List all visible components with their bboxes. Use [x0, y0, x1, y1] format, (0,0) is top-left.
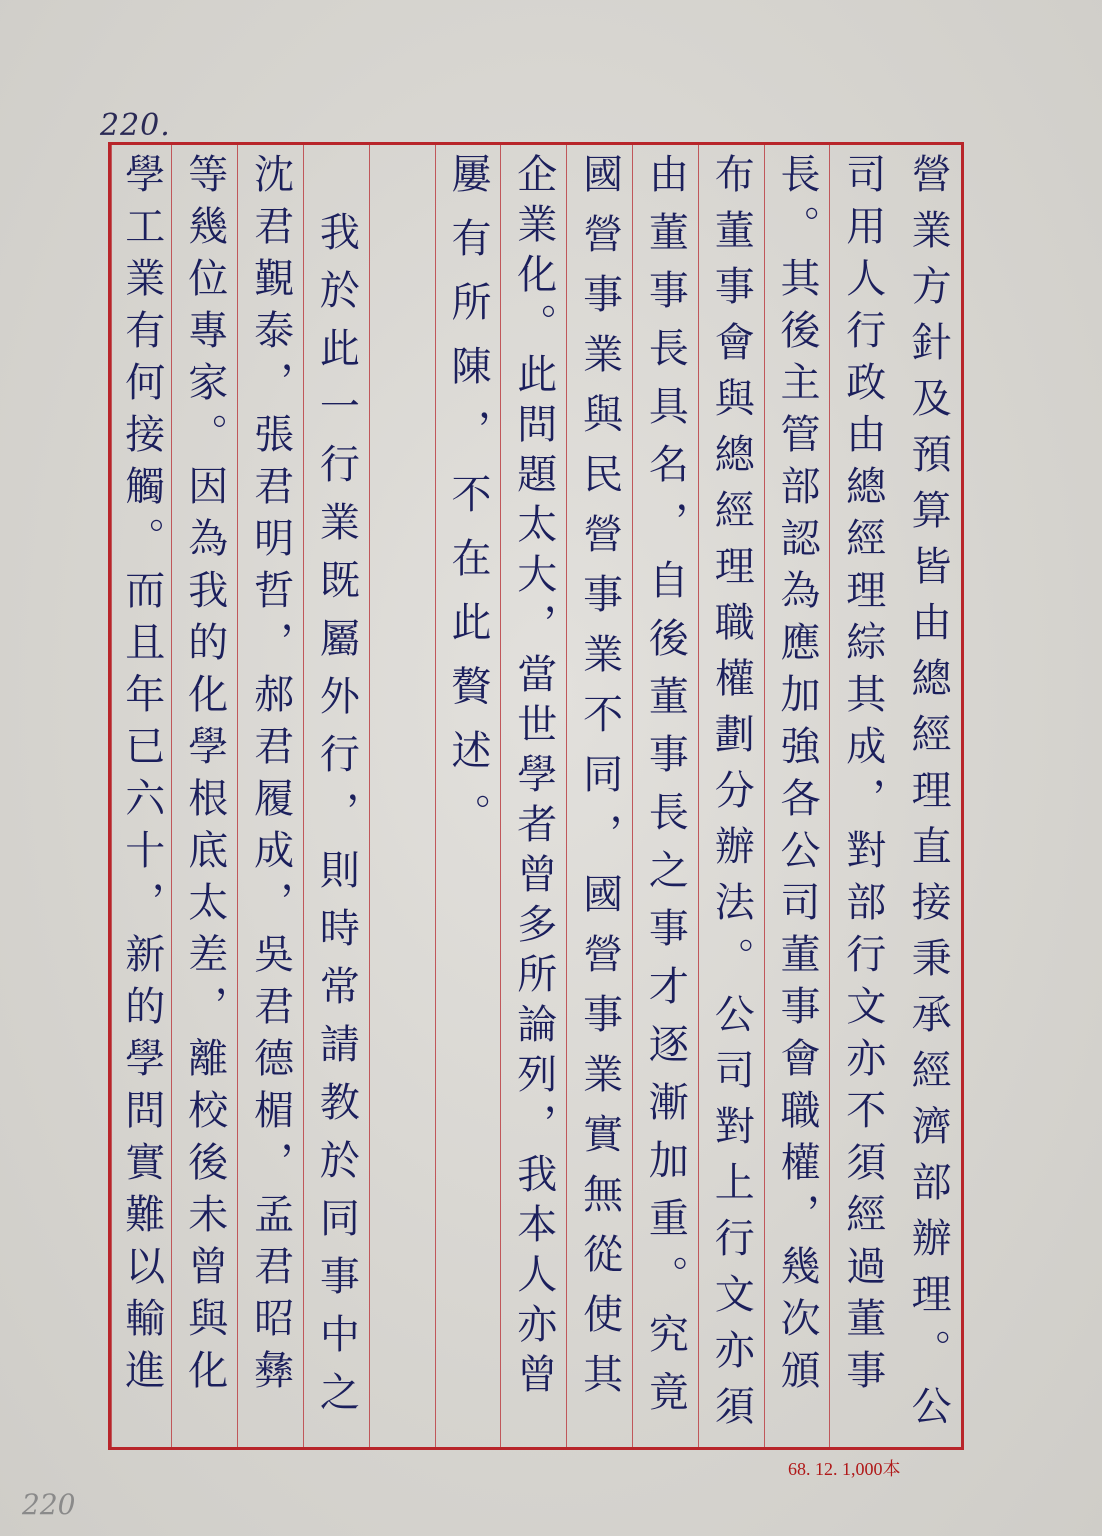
column-text: 等幾位專家。因為我的化學根底太差，離校後未曾與化 [181, 153, 228, 1401]
column-text: 沈君覲泰，張君明哲，郝君履成，吳君德楣，孟君昭彝 [247, 153, 294, 1401]
column-text: 營業方針及預算皆由總經理直接秉承經濟部辦理。公 [905, 153, 952, 1441]
text-column-2 [829, 145, 895, 1447]
column-text: 屢有所陳，不在此贅述。 [445, 153, 491, 857]
text-column-9 [369, 145, 435, 1447]
text-column-5 [632, 145, 698, 1447]
text-column-7 [500, 145, 566, 1447]
text-column-13 [111, 145, 171, 1447]
column-text: 國營事業與民營事業不同，國營事業實無從使其 [576, 153, 623, 1413]
text-column-12 [171, 145, 237, 1447]
column-text: 布董事會與總經理職權劃分辦法。公司對上行文亦須 [708, 153, 755, 1441]
bottom-page-number: 220 [22, 1488, 76, 1521]
column-text: 企業化。此問題太大，當世學者曾多所論列，我本人亦曾 [510, 153, 557, 1403]
page-number: 220. [100, 108, 171, 143]
text-column-8 [435, 145, 501, 1447]
text-column-1 [895, 145, 961, 1447]
column-text: 司用人行政由總經理綜其成，對部行文亦不須經過董事 [839, 153, 886, 1401]
text-column-4 [698, 145, 764, 1447]
column-text: 我於此一行業既屬外行，則時常請教於同事中之 [313, 153, 360, 1429]
text-column-6 [566, 145, 632, 1447]
manuscript-grid [108, 142, 964, 1450]
text-column-3 [764, 145, 830, 1447]
text-column-10 [303, 145, 369, 1447]
paper-print-code: 68. 12. 1,000本 [788, 1459, 901, 1479]
column-text: 學工業有何接觸。而且年已六十，新的學問實難以輸進 [118, 153, 165, 1401]
text-column-11 [237, 145, 303, 1447]
column-text: 長。其後主管部認為應加強各公司董事會職權，幾次頒 [774, 153, 820, 1401]
column-text: 由董事長具名，自後董事長之事才逐漸加重。究竟 [642, 153, 689, 1429]
